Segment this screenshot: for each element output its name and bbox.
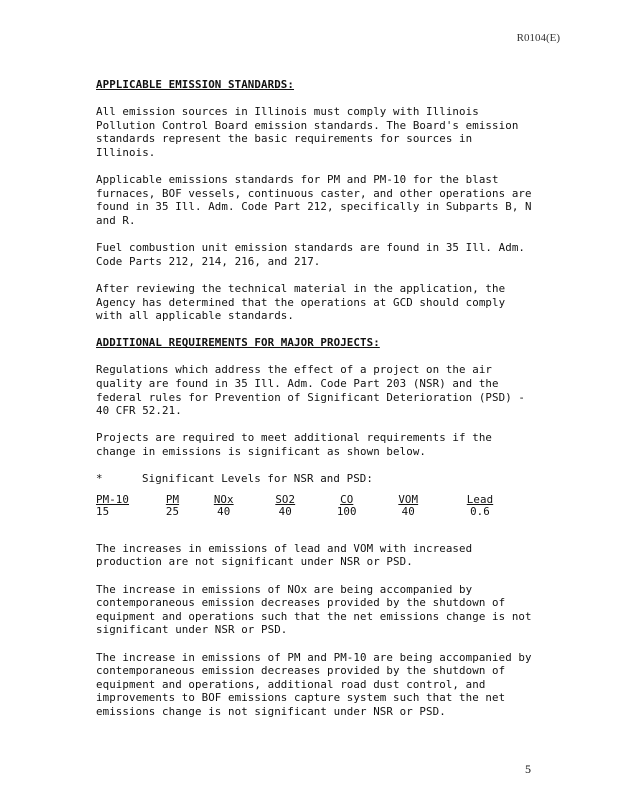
table-cell: 100 <box>336 504 357 518</box>
paragraph: Applicable emissions standards for PM and PM-10 for the blast furnaces, BOF vessels, continuous caster, and other operations are found in 35 Ill. Adm. Code Part 212, specifically in Subparts B, N and R. <box>96 173 532 227</box>
bullet-item <box>96 472 536 486</box>
table-cell: 0.6 <box>470 504 490 518</box>
significant-levels-table <box>96 494 521 518</box>
column-header: CO <box>340 492 354 506</box>
column-header: Lead <box>466 492 494 506</box>
table-cell: 25 <box>165 504 180 518</box>
column-header: PM-10 <box>96 492 130 506</box>
paragraph: Projects are required to meet additional requirements if the change in emissions is significant as shown below. <box>96 431 493 459</box>
paragraph: Regulations which address the effect of a project on the air quality are found in 35 Ill. Adm. Code Part 203 (NSR) and the federal rules for Prevention of Significant Deterioration (PSD) - 40 CFR 52.21. <box>96 363 526 418</box>
table-cell: 40 <box>278 504 292 518</box>
table-cell: 40 <box>217 504 231 518</box>
section-heading-additional-requirements: ADDITIONAL REQUIREMENTS FOR MAJOR PROJECTS: <box>96 336 380 350</box>
table-row <box>96 506 521 518</box>
paragraph: All emission sources in Illinois must comply with Illinois Pollution Control Board emission standards. The Board's emission standards represent the basic requirements for sources in Illinois. <box>96 105 519 159</box>
paragraph: The increase in emissions of NOx are being accompanied by contemporaneous emission decreases provided by the shutdown of equipment and operations such that the net emissions change is not significant under NSR or PSD. <box>96 582 532 637</box>
column-header: VOM <box>398 492 419 506</box>
section-heading-applicable-standards: APPLICABLE EMISSION STANDARDS: <box>96 78 295 91</box>
bullet-text: Significant Levels for NSR and PSD: <box>142 472 374 486</box>
column-header: PM <box>165 492 180 506</box>
table-header-row <box>96 494 521 506</box>
page-number: 5 <box>525 762 531 776</box>
table-cell: 40 <box>401 504 415 518</box>
paragraph: Fuel combustion unit emission standards are found in 35 Ill. Adm. Code Parts 212, 214, 216, and 217. <box>96 241 526 268</box>
document-body <box>96 78 536 732</box>
bullet-marker: * <box>96 472 103 486</box>
column-header: SO2 <box>275 492 296 506</box>
table-cell: 15 <box>96 504 110 518</box>
paragraph: The increases in emissions of lead and VOM with increased production are not significant under NSR or PSD. <box>96 541 473 569</box>
document-code: R0104(E) <box>516 32 560 44</box>
column-header: NOx <box>213 492 234 506</box>
paragraph: After reviewing the technical material in the application, the Agency has determined that the operations at GCD should comply with all applicable standards. <box>96 281 506 323</box>
paragraph: The increase in emissions of PM and PM-10 are being accompanied by contemporaneous emission decreases provided by the shutdown of equipment and operations, additional road dust control, and improvements to BOF emissions capture system such that the net emissions change is not significant under NSR or PSD. <box>96 650 532 718</box>
